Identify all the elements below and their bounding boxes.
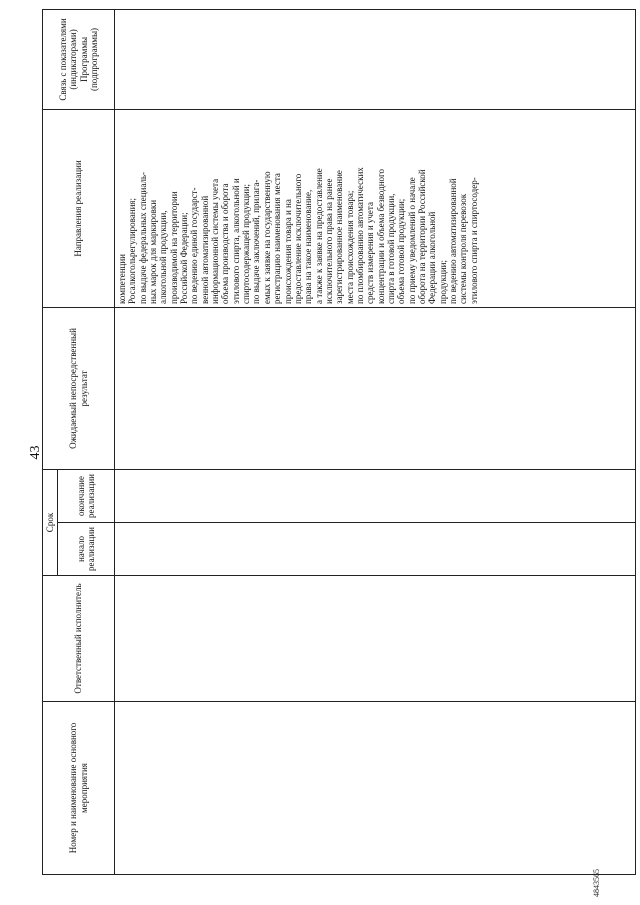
column-header-link: Связь с показателями (индикаторами) Программы (подпрограммы) — [43, 9, 115, 109]
directions-line: Федерации алкогольной — [427, 211, 438, 304]
directions-line: спирта в готовой продукции, — [385, 193, 396, 304]
directions-line: объема производства и оборота — [220, 183, 231, 304]
directions-line: этилового спирта и спиртосодер- — [468, 177, 479, 304]
directions-line: регистрацию наименования места — [272, 173, 283, 304]
column-header-term-start: начало реализации — [58, 523, 115, 576]
column-header-executor: Ответственный исполнитель — [43, 576, 115, 702]
cell-end — [115, 469, 636, 522]
directions-line: права на такое наименование, — [303, 189, 314, 304]
page-number: 43 — [28, 445, 43, 460]
column-header-result: Ожидаемый непосредственный результат — [43, 307, 115, 469]
cell-start — [115, 523, 636, 576]
cell-result — [115, 307, 636, 469]
directions-line: по ведению автоматизированной — [448, 178, 458, 304]
directions-line: Российской Федерации; — [179, 212, 190, 304]
directions-line: места происхождения товара; — [344, 190, 355, 304]
directions-line: компетенции — [117, 254, 127, 304]
cell-event — [115, 702, 636, 875]
directions-line: по ведению единой государст- — [189, 187, 200, 304]
table-header-row — [43, 9, 58, 874]
directions-line: по пломбированию автоматических — [354, 167, 365, 304]
directions-line: информационной системы учета — [210, 178, 221, 304]
directions-line: производимой на территории — [168, 191, 179, 304]
directions-line: по выдаче заключений, прилага- — [251, 179, 262, 304]
directions-line: по выдаче федеральных специаль- — [137, 171, 148, 304]
cell-executor — [115, 576, 636, 702]
directions-line: объема готовой продукции; — [396, 198, 407, 304]
directions-line: а также к заявке на предоставление — [313, 168, 324, 304]
directions-line: средств измерения и учета — [365, 202, 376, 304]
directions-line: происхождения товара и на — [282, 199, 293, 304]
directions-line: алкогольной продукции, — [158, 210, 169, 304]
directions-line: по приему уведомлений о начале — [406, 177, 417, 304]
directions-line: системы контроля перевозок — [458, 193, 469, 304]
document-id: 4843565 — [592, 869, 601, 897]
directions-line: этилового спирта, алкогольной и — [230, 178, 241, 304]
directions-line: предоставление исключительного — [292, 173, 303, 304]
cell-directions — [115, 109, 636, 307]
directions-line: емых к заявке на государственную — [261, 171, 272, 304]
directions-line: оборота на территории Российской — [416, 169, 427, 304]
column-header-term: Срок — [43, 469, 58, 575]
directions-line: спиртосодержащей продукции; — [241, 183, 252, 304]
column-header-term-end: окончание реализации — [58, 469, 115, 522]
column-header-event: Номер и наименование основного мероприятия — [43, 702, 115, 875]
directions-line: Росалкогольрегулирования; — [127, 197, 138, 304]
directions-line: венной автоматизированной — [199, 195, 210, 304]
program-events-table — [42, 9, 636, 875]
cell-link — [115, 9, 636, 109]
directions-line: концентрации и объема безводного — [375, 169, 386, 304]
directions-line: ных марок для маркировки — [148, 199, 159, 304]
directions-line: продукции; — [437, 260, 448, 304]
column-header-directions: Направления реализации — [43, 109, 115, 307]
table-row — [115, 9, 636, 874]
directions-line: зарегистрированное наименование — [334, 170, 345, 304]
directions-line: исключительного права на ранее — [323, 178, 334, 304]
directions-text — [115, 113, 479, 304]
